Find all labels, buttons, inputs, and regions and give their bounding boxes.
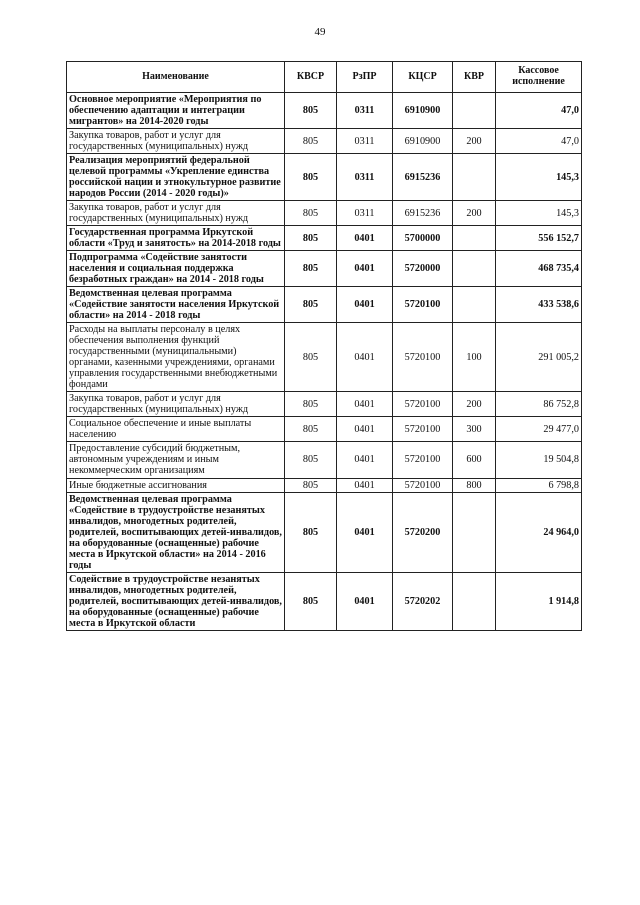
cell-name: Реализация мероприятий федеральной целевой программы «Укрепление единства российской нации и этнокультурное развитие народов России (2014 - 2020 годы)» bbox=[67, 154, 285, 201]
table-row bbox=[67, 201, 582, 226]
cell-name: Подпрограмма «Содействие занятости населения и социальная поддержка безработных граждан» на 2014 - 2018 годы bbox=[67, 251, 285, 287]
table-row bbox=[67, 93, 582, 129]
table-row bbox=[67, 417, 582, 442]
cell-kcsr: 5720200 bbox=[393, 492, 453, 572]
cell-kvsr: 805 bbox=[285, 93, 337, 129]
table-row bbox=[67, 226, 582, 251]
cell-kvr: 300 bbox=[453, 417, 496, 442]
cell-kcsr: 6910900 bbox=[393, 93, 453, 129]
cell-rzpr: 0401 bbox=[337, 572, 393, 630]
cell-kvsr: 805 bbox=[285, 572, 337, 630]
cell-amount: 86 752,8 bbox=[496, 392, 582, 417]
cell-kvsr: 805 bbox=[285, 492, 337, 572]
cell-rzpr: 0401 bbox=[337, 478, 393, 492]
cell-kcsr: 6910900 bbox=[393, 129, 453, 154]
cell-amount: 24 964,0 bbox=[496, 492, 582, 572]
cell-kvsr: 805 bbox=[285, 392, 337, 417]
cell-kvsr: 805 bbox=[285, 154, 337, 201]
cell-kcsr: 5720100 bbox=[393, 392, 453, 417]
cell-rzpr: 0311 bbox=[337, 129, 393, 154]
cell-kvr bbox=[453, 492, 496, 572]
table-row bbox=[67, 478, 582, 492]
budget-table bbox=[66, 61, 582, 631]
cell-name: Закупка товаров, работ и услуг для государственных (муниципальных) нужд bbox=[67, 392, 285, 417]
cell-kvr bbox=[453, 572, 496, 630]
cell-name: Основное мероприятие «Мероприятия по обеспечению адаптации и интеграции мигрантов» на 2014-2020 годы bbox=[67, 93, 285, 129]
cell-kvr: 800 bbox=[453, 478, 496, 492]
cell-amount: 29 477,0 bbox=[496, 417, 582, 442]
cell-name: Закупка товаров, работ и услуг для государственных (муниципальных) нужд bbox=[67, 129, 285, 154]
cell-amount: 19 504,8 bbox=[496, 442, 582, 478]
cell-amount: 145,3 bbox=[496, 201, 582, 226]
cell-kcsr: 5720000 bbox=[393, 251, 453, 287]
cell-name: Иные бюджетные ассигнования bbox=[67, 478, 285, 492]
cell-name: Расходы на выплаты персоналу в целях обеспечения выполнения функций государственными (муниципальными) органами, казенными учреждениями, органами управления государственными внебюджетными фондами bbox=[67, 323, 285, 392]
header-kvr: КВР bbox=[453, 62, 496, 93]
header-kcsr: КЦСР bbox=[393, 62, 453, 93]
table-row bbox=[67, 392, 582, 417]
cell-amount: 291 005,2 bbox=[496, 323, 582, 392]
cell-rzpr: 0311 bbox=[337, 201, 393, 226]
cell-kvsr: 805 bbox=[285, 478, 337, 492]
cell-rzpr: 0401 bbox=[337, 392, 393, 417]
cell-kvsr: 805 bbox=[285, 129, 337, 154]
cell-rzpr: 0401 bbox=[337, 323, 393, 392]
cell-kvr bbox=[453, 251, 496, 287]
cell-name: Содействие в трудоустройстве незанятых инвалидов, многодетных родителей, родителей, воспитывающих детей-инвалидов, на оборудованные (оснащенные) рабочие места в Иркутской области bbox=[67, 572, 285, 630]
header-amount: Кассовое исполнение bbox=[496, 62, 582, 93]
cell-name: Закупка товаров, работ и услуг для государственных (муниципальных) нужд bbox=[67, 201, 285, 226]
cell-kvsr: 805 bbox=[285, 251, 337, 287]
cell-kvr: 600 bbox=[453, 442, 496, 478]
table-row bbox=[67, 251, 582, 287]
cell-amount: 1 914,8 bbox=[496, 572, 582, 630]
cell-kcsr: 6915236 bbox=[393, 154, 453, 201]
cell-name: Ведомственная целевая программа «Содействие занятости населения Иркутской области» на 2014 - 2018 годы bbox=[67, 287, 285, 323]
header-rzpr: РзПР bbox=[337, 62, 393, 93]
cell-kvr: 200 bbox=[453, 201, 496, 226]
cell-rzpr: 0401 bbox=[337, 287, 393, 323]
cell-kvsr: 805 bbox=[285, 323, 337, 392]
page-number: 49 bbox=[314, 26, 326, 38]
cell-amount: 468 735,4 bbox=[496, 251, 582, 287]
table-body bbox=[67, 93, 582, 631]
cell-kvr bbox=[453, 93, 496, 129]
cell-kcsr: 5720100 bbox=[393, 417, 453, 442]
table-row bbox=[67, 154, 582, 201]
cell-name: Социальное обеспечение и иные выплаты населению bbox=[67, 417, 285, 442]
table-row bbox=[67, 287, 582, 323]
table-row bbox=[67, 442, 582, 478]
cell-kvr: 200 bbox=[453, 392, 496, 417]
cell-amount: 556 152,7 bbox=[496, 226, 582, 251]
cell-kvsr: 805 bbox=[285, 287, 337, 323]
cell-rzpr: 0401 bbox=[337, 417, 393, 442]
header-kvsr: КВСР bbox=[285, 62, 337, 93]
cell-rzpr: 0401 bbox=[337, 492, 393, 572]
cell-kvr bbox=[453, 226, 496, 251]
cell-name: Ведомственная целевая программа «Содействие в трудоустройстве незанятых инвалидов, многодетных родителей, родителей, воспитывающих детей-инвалидов, на оборудованные (оснащенные) рабочие места в Иркутской области» на 2014 - 2016 годы bbox=[67, 492, 285, 572]
cell-name: Государственная программа Иркутской области «Труд и занятость» на 2014-2018 годы bbox=[67, 226, 285, 251]
cell-name: Предоставление субсидий бюджетным, автономным учреждениям и иным некоммерческим организациям bbox=[67, 442, 285, 478]
header-name: Наименование bbox=[67, 62, 285, 93]
table-row bbox=[67, 572, 582, 630]
cell-kvr bbox=[453, 287, 496, 323]
cell-kvsr: 805 bbox=[285, 201, 337, 226]
cell-rzpr: 0311 bbox=[337, 93, 393, 129]
cell-rzpr: 0401 bbox=[337, 226, 393, 251]
cell-kcsr: 5720100 bbox=[393, 287, 453, 323]
cell-rzpr: 0401 bbox=[337, 251, 393, 287]
cell-kvsr: 805 bbox=[285, 442, 337, 478]
cell-rzpr: 0311 bbox=[337, 154, 393, 201]
cell-kvr bbox=[453, 154, 496, 201]
cell-amount: 47,0 bbox=[496, 93, 582, 129]
cell-kcsr: 5700000 bbox=[393, 226, 453, 251]
cell-amount: 433 538,6 bbox=[496, 287, 582, 323]
table-row bbox=[67, 492, 582, 572]
cell-amount: 47,0 bbox=[496, 129, 582, 154]
cell-kcsr: 5720100 bbox=[393, 323, 453, 392]
cell-amount: 145,3 bbox=[496, 154, 582, 201]
cell-kvr: 100 bbox=[453, 323, 496, 392]
cell-kcsr: 5720202 bbox=[393, 572, 453, 630]
cell-kvsr: 805 bbox=[285, 417, 337, 442]
cell-amount: 6 798,8 bbox=[496, 478, 582, 492]
table-row bbox=[67, 323, 582, 392]
cell-kcsr: 5720100 bbox=[393, 442, 453, 478]
cell-rzpr: 0401 bbox=[337, 442, 393, 478]
cell-kcsr: 6915236 bbox=[393, 201, 453, 226]
cell-kvr: 200 bbox=[453, 129, 496, 154]
table-header-row bbox=[67, 62, 582, 93]
table-row bbox=[67, 129, 582, 154]
cell-kvsr: 805 bbox=[285, 226, 337, 251]
cell-kcsr: 5720100 bbox=[393, 478, 453, 492]
